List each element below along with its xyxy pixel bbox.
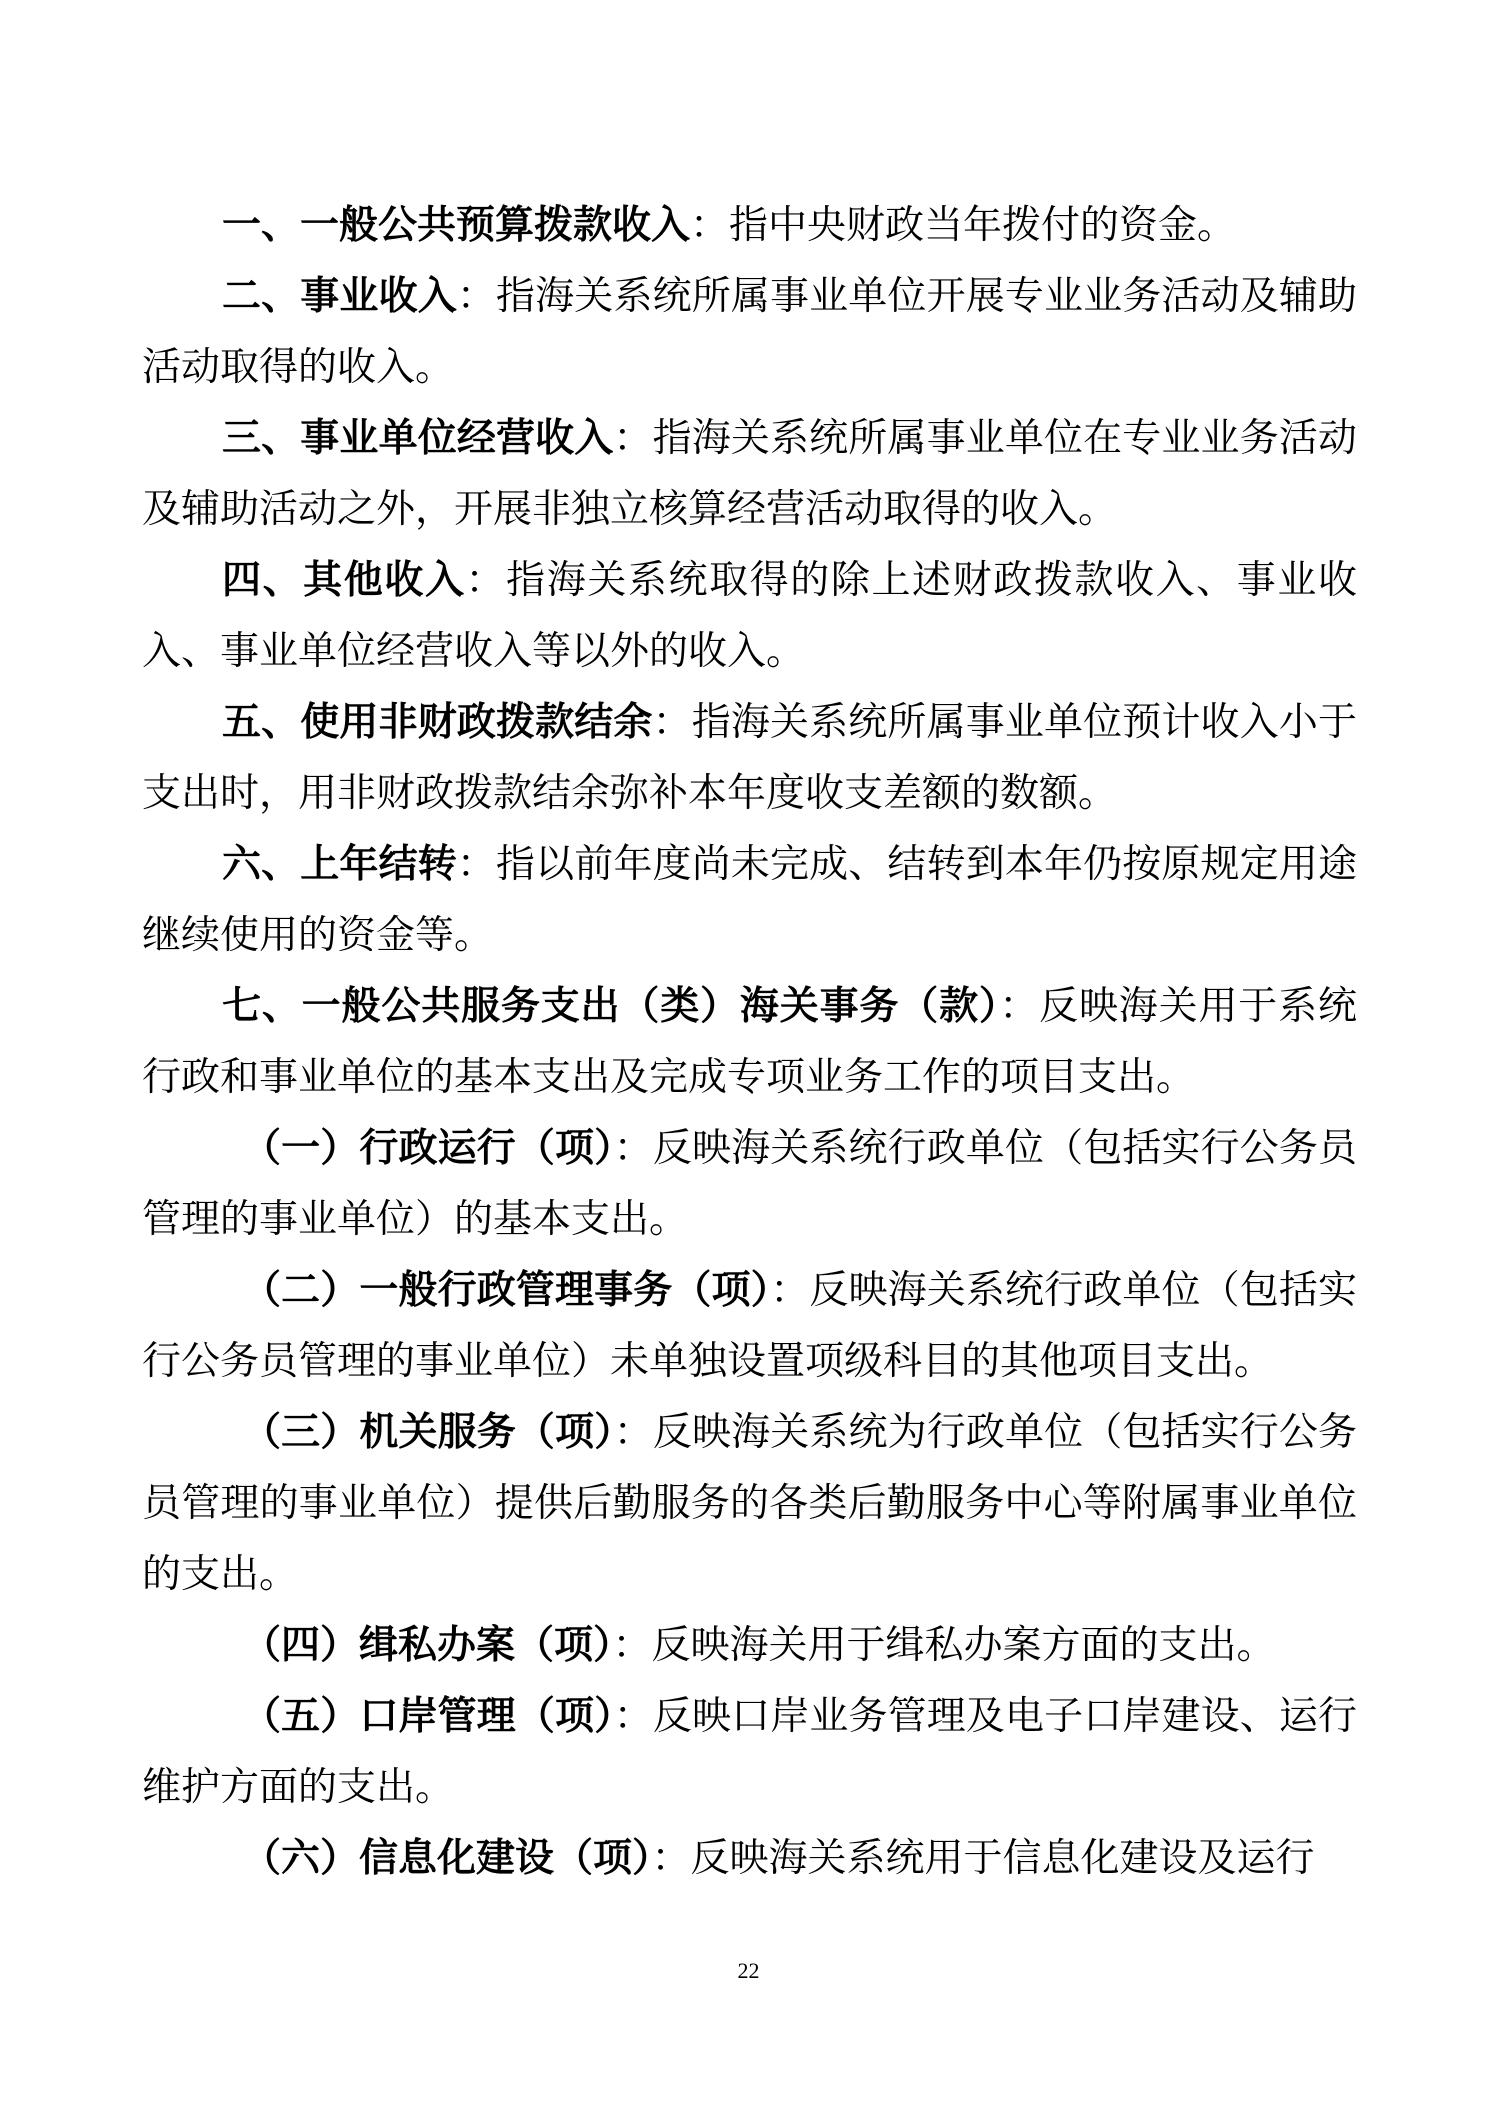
term-definition: 反映海关系统行政单位（包括实行公务员管理的事业单位）未单独设置项级科目的其他项目支出。	[142, 1268, 1357, 1384]
paragraph-general-budget-income	[142, 190, 1357, 261]
term-definition: 反映海关系统行政单位（包括实行公务员管理的事业单位）的基本支出。	[142, 1126, 1357, 1242]
term-definition: 指海关系统所属事业单位开展专业业务活动及辅助活动取得的收入。	[142, 274, 1357, 390]
term-definition: 指以前年度尚未完成、结转到本年仍按原规定用途继续使用的资金等。	[142, 842, 1357, 958]
term-definition: 反映口岸业务管理及电子口岸建设、运行维护方面的支出。	[142, 1694, 1357, 1810]
term-definition: 指中央财政当年拨付的资金。	[729, 203, 1237, 248]
term-separator: ：	[613, 1410, 653, 1455]
term-definition: 反映海关用于缉私办案方面的支出。	[651, 1623, 1276, 1668]
paragraph-port-management	[142, 1681, 1357, 1823]
term-separator: ：	[613, 416, 653, 461]
term-separator: ：	[613, 1126, 653, 1171]
term-separator: ：	[456, 274, 497, 319]
term-heading: （六）信息化建设（项）	[242, 1836, 652, 1881]
term-separator: ：	[465, 558, 507, 603]
paragraph-customs-affairs-expenditure	[142, 971, 1357, 1113]
term-separator: ：	[651, 1836, 691, 1881]
term-separator: ：	[652, 700, 692, 745]
page-body	[142, 190, 1357, 1894]
paragraph-prior-year-carryover	[142, 829, 1357, 971]
term-heading: 二、事业收入	[222, 274, 457, 319]
term-heading: （二）一般行政管理事务（项）	[242, 1268, 771, 1313]
page-number: 22	[737, 1958, 760, 1983]
term-separator: ：	[999, 984, 1040, 1029]
term-separator: ：	[612, 1623, 652, 1668]
term-separator: ：	[613, 1694, 653, 1739]
paragraph-business-income	[142, 261, 1357, 403]
paragraph-anti-smuggling	[142, 1610, 1357, 1681]
term-definition: 反映海关系统用于信息化建设及运行	[690, 1836, 1315, 1881]
term-heading: （三）机关服务（项）	[242, 1410, 614, 1455]
term-separator: ：	[770, 1268, 810, 1313]
paragraph-agency-services	[142, 1397, 1357, 1610]
term-heading: （四）缉私办案（项）	[242, 1623, 613, 1668]
term-heading: 一、一般公共预算拨款收入	[222, 203, 691, 248]
term-heading: 四、其他收入	[222, 558, 466, 603]
term-separator: ：	[690, 203, 730, 248]
paragraph-general-administration	[142, 1255, 1357, 1397]
paragraph-informatization	[142, 1823, 1357, 1894]
term-heading: 七、一般公共服务支出（类）海关事务（款）	[222, 984, 1000, 1029]
term-heading: 三、事业单位经营收入	[222, 416, 614, 461]
paragraph-administrative-operation	[142, 1113, 1357, 1255]
term-definition: 指海关系统取得的除上述财政拨款收入、事业收入、事业单位经营收入等以外的收入。	[142, 558, 1357, 674]
term-definition: 反映海关用于系统行政和事业单位的基本支出及完成专项业务工作的项目支出。	[142, 984, 1357, 1100]
term-heading: 五、使用非财政拨款结余	[222, 700, 653, 745]
term-definition: 反映海关系统为行政单位（包括实行公务员管理的事业单位）提供后勤服务的各类后勤服务中心等附属事业单位的支出。	[142, 1410, 1357, 1597]
term-separator: ：	[456, 842, 497, 887]
term-heading: 六、上年结转	[222, 842, 457, 887]
paragraph-non-fiscal-balance	[142, 687, 1357, 829]
paragraph-operating-income	[142, 403, 1357, 545]
term-definition: 指海关系统所属事业单位在专业业务活动及辅助活动之外，开展非独立核算经营活动取得的收入。	[142, 416, 1357, 532]
term-heading: （一）行政运行（项）	[242, 1126, 614, 1171]
term-definition: 指海关系统所属事业单位预计收入小于支出时，用非财政拨款结余弥补本年度收支差额的数额。	[142, 700, 1357, 816]
paragraph-other-income	[142, 545, 1357, 687]
term-heading: （五）口岸管理（项）	[242, 1694, 614, 1739]
